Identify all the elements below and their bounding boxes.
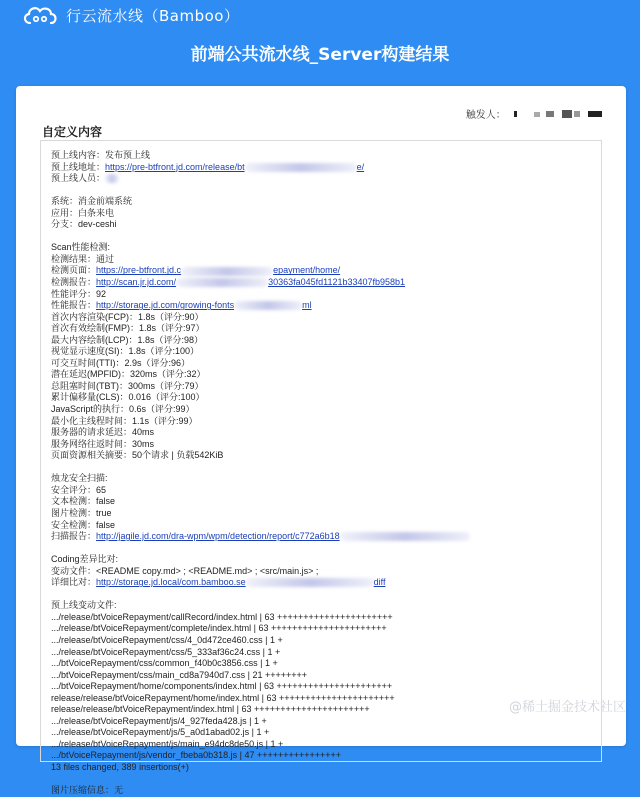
- app-title: 行云流水线（Bamboo）: [66, 7, 240, 25]
- metric-lcp: 最大内容绘制(LCP)：1.8s（评分:98）: [51, 334, 204, 345]
- detail-compare-label: 详细比对：: [51, 577, 97, 588]
- security-title: 烛龙安全扫描:: [51, 473, 108, 484]
- application-info: 应用：白条来电: [51, 207, 115, 218]
- metric-fcp: 首次内容渲染(FCP)：1.8s（评分:90）: [51, 311, 204, 322]
- check-page-link-text-a: https://pre-btfront.jd.c: [96, 265, 182, 276]
- perf-report-link[interactable]: [96, 300, 312, 310]
- file-change-list: [51, 612, 591, 774]
- resource-summary: 页面资源相关摘要：50个请求 | 负载542KiB: [51, 450, 224, 461]
- metric-tbt: 总阻塞时间(TBT)：300ms（评分:79）: [51, 380, 204, 391]
- metric-cls: 累计偏移量(CLS)：0.016（评分:100）: [51, 392, 205, 403]
- prelaunch-address-link[interactable]: [105, 162, 364, 172]
- file-change-line: .../release/btVoiceRepayment/css/4_0d472ce460.css | 1 +: [51, 634, 283, 645]
- redacted-link-part: [245, 163, 357, 172]
- section-title: 自定义内容: [42, 125, 103, 139]
- security-score: 安全评分：65: [51, 484, 107, 495]
- prelaunch-files-title: 预上线变动文件:: [51, 600, 117, 611]
- perf-score: 性能评分：92: [51, 288, 107, 299]
- redacted-link-part: [176, 278, 268, 287]
- check-page-label: 检测页面：: [51, 265, 97, 276]
- file-change-line: .../release/btVoiceRepayment/callRecord/index.html | 63 ++++++++++++++++++++++: [51, 611, 393, 622]
- safe-check: 安全检测：false: [51, 519, 116, 530]
- metric-mpfid: 潜在延迟(MPFID)：320ms（评分:32）: [51, 369, 206, 380]
- file-change-line: .../release/btVoiceRepayment/css/5_333af36c24.css | 1 +: [51, 646, 281, 657]
- system-info: 系统：消金前端系统: [51, 196, 133, 207]
- top-bar: [0, 0, 640, 30]
- redacted-person: [105, 174, 119, 183]
- redacted-link-part: [234, 301, 302, 310]
- prelaunch-person: [51, 173, 591, 185]
- coding-title: Coding差异比对:: [51, 554, 119, 565]
- metric-network-latency: 服务网络往返时间：30ms: [51, 438, 155, 449]
- scan-report-link-text: http://jagile.jd.com/dra-wpm/wpm/detection/report/c772a6b18: [96, 531, 340, 542]
- detail-compare: [51, 577, 591, 589]
- file-change-line: .../btVoiceRepayment/css/common_f40b0c3856.css | 1 +: [51, 658, 278, 669]
- check-report: [51, 277, 591, 289]
- image-compress-info: 图片压缩信息：无: [51, 785, 124, 796]
- check-report-link-text-b: 30363fa045fd1121b33407fb958b1: [268, 277, 406, 288]
- scan-report-link[interactable]: [96, 531, 470, 541]
- detail-compare-link-text-a: http://storage.jd.local/com.bamboo.se: [96, 577, 246, 588]
- file-change-line: release/release/btVoiceRepayment/home/index.html | 63 ++++++++++++++++++++++: [51, 692, 395, 703]
- changed-files: 变动文件：<README copy.md> ; <README.md> ; <src/main.js> ;: [51, 565, 319, 576]
- files-changed-summary: 13 files changed, 389 insertions(+): [51, 761, 189, 772]
- metric-main-thread: 最小化主线程时间：1.1s（评分:99）: [51, 415, 198, 426]
- file-change-line: .../btVoiceRepayment/home/components/index.html | 63 ++++++++++++++++++++++: [51, 681, 393, 692]
- metric-si: 视觉显示速度(SI)：1.8s（评分:100）: [51, 346, 200, 357]
- file-change-line: release/release/btVoiceRepayment/index.html | 63 ++++++++++++++++++++++: [51, 704, 370, 715]
- text-check: 文本检测：false: [51, 496, 116, 507]
- scan-report: [51, 531, 591, 543]
- redacted-trigger-name: [512, 109, 604, 122]
- watermark: @稀土掘金技术社区: [508, 700, 626, 715]
- prelaunch-address-link-text-a: https://pre-btfront.jd.com/release/bt: [105, 161, 245, 172]
- redacted-link-part: [246, 578, 374, 587]
- prelaunch-address: [51, 162, 591, 174]
- image-check: 图片检测：true: [51, 507, 112, 518]
- prelaunch-address-label: 预上线地址：: [51, 161, 106, 172]
- perf-report-link-text-a: http://storage.jd.com/growing-fonts: [96, 300, 235, 311]
- scan-report-label: 扫描报告：: [51, 531, 97, 542]
- prelaunch-address-link-text-b: e/: [356, 161, 365, 172]
- metric-fmp: 首次有效绘制(FMP)：1.8s（评分:97）: [51, 323, 205, 334]
- file-change-line: .../release/btVoiceRepayment/complete/index.html | 63 ++++++++++++++++++++++: [51, 623, 387, 634]
- prelaunch-person-label: 预上线人员：: [51, 173, 106, 184]
- metric-tti: 可交互时间(TTI)：2.9s（评分:96）: [51, 357, 191, 368]
- check-report-link[interactable]: [96, 277, 405, 287]
- custom-content-box: [40, 140, 602, 796]
- page-title: 前端公共流水线_Server构建结果: [190, 45, 450, 65]
- cloud-logo-icon[interactable]: [22, 4, 58, 26]
- metric-js-exec: JavaScript的执行：0.6s（评分:99）: [51, 404, 195, 415]
- scan-title: Scan性能检测:: [51, 242, 111, 253]
- perf-report: [51, 300, 591, 312]
- check-page-link[interactable]: [96, 265, 340, 275]
- file-change-line: .../release/btVoiceRepayment/js/5_a0d1abad02.js | 1 +: [51, 727, 270, 738]
- perf-report-label: 性能报告：: [51, 300, 97, 311]
- redacted-link-part: [340, 532, 470, 541]
- trigger-label: 触发人：: [465, 110, 506, 121]
- check-report-label: 检测报告：: [51, 277, 97, 288]
- check-page-link-text-b: epayment/home/: [273, 265, 341, 276]
- perf-report-link-text-b: ml: [302, 300, 312, 311]
- file-change-line: .../release/btVoiceRepayment/js/main_e94dc8de50.js | 1 +: [51, 738, 284, 749]
- trigger-info: [466, 106, 604, 122]
- prelaunch-content: 预上线内容：发布预上线: [51, 150, 151, 160]
- file-change-line: .../btVoiceRepayment/js/vendor_fbeba0b318.js | 47 ++++++++++++++++: [51, 750, 342, 761]
- check-result: 检测结果：通过: [51, 253, 115, 264]
- redacted-link-part: [181, 267, 273, 276]
- result-card: [16, 86, 626, 796]
- metric-server-latency: 服务器的请求延迟：40ms: [51, 427, 155, 438]
- check-page: [51, 265, 591, 277]
- detail-compare-link-text-b: diff: [373, 577, 386, 588]
- file-change-line: .../release/btVoiceRepayment/js/4_927feda428.js | 1 +: [51, 715, 267, 726]
- detail-compare-link[interactable]: [96, 577, 385, 587]
- file-change-line: .../btVoiceRepayment/css/main_cd8a7940d7.css | 21 ++++++++: [51, 669, 308, 680]
- check-report-link-text-a: http://scan.jr.jd.com/: [96, 277, 177, 288]
- branch-info: 分支：dev-ceshi: [51, 219, 117, 230]
